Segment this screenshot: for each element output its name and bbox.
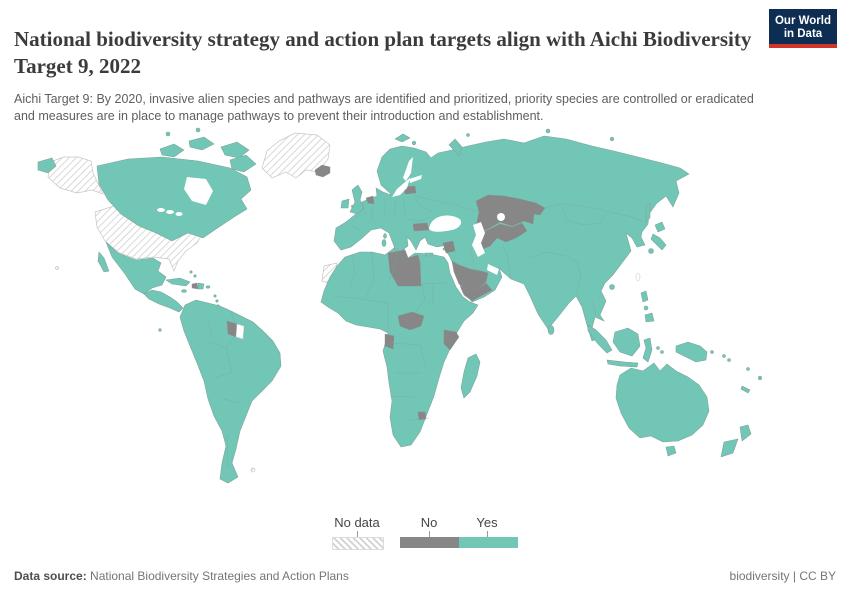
legend-swatch-no-data[interactable] <box>332 537 384 550</box>
new-zealand-south[interactable] <box>721 439 738 457</box>
lesser-antilles-islet[interactable] <box>216 300 218 302</box>
region-yes <box>38 128 762 483</box>
country-sri-lanka[interactable] <box>548 326 554 335</box>
hainan[interactable] <box>610 285 615 290</box>
central-america[interactable] <box>144 290 183 312</box>
country-united-kingdom[interactable] <box>350 185 364 214</box>
country-alaska-usa[interactable] <box>48 157 103 194</box>
philippines-mindanao[interactable] <box>645 313 654 322</box>
legend-label-no-data: No data <box>334 515 380 530</box>
svalbard-islands[interactable] <box>395 134 410 142</box>
bahamas-islet[interactable] <box>194 275 196 277</box>
canada-arctic-island[interactable] <box>160 144 184 157</box>
country-taiwan[interactable] <box>636 273 640 281</box>
owid-logo-line2: in Data <box>783 28 823 40</box>
country-haiti[interactable] <box>192 283 198 289</box>
chart-subtitle: Aichi Target 9: By 2020, invasive alien species and pathways are identified and prioritized, priority species are controlled or eradicated and measures are in place to manage pathways to prevent their introduction and establishment. <box>14 91 754 124</box>
maluku-islet[interactable] <box>657 347 660 350</box>
sakhalin[interactable] <box>646 203 650 221</box>
canada-baffin-island[interactable] <box>230 155 256 172</box>
svalbard-islet[interactable] <box>412 141 416 145</box>
country-syria[interactable] <box>443 241 455 253</box>
aral-sea <box>497 213 505 221</box>
philippines-islet[interactable] <box>644 306 648 310</box>
country-papua-new-guinea[interactable] <box>676 342 707 362</box>
canada-arctic-island[interactable] <box>189 137 214 150</box>
mexico-baja[interactable] <box>98 252 109 272</box>
solomon-islet[interactable] <box>723 355 726 358</box>
indonesia-borneo[interactable] <box>613 328 640 356</box>
country-cuba[interactable] <box>166 278 190 286</box>
country-madagascar[interactable] <box>461 354 480 398</box>
country-ireland[interactable] <box>341 199 349 208</box>
attribution-link[interactable]: biodiversity | CC BY <box>729 569 836 583</box>
galapagos-islet[interactable] <box>159 329 162 332</box>
new-caledonia[interactable] <box>741 386 750 393</box>
legend-label-yes: Yes <box>476 515 498 530</box>
country-jamaica[interactable] <box>182 290 187 293</box>
owid-logo[interactable] <box>769 9 837 48</box>
bahamas-islet[interactable] <box>190 271 192 273</box>
new-zealand-north[interactable] <box>740 425 751 441</box>
legend-swatch-yes[interactable] <box>459 537 518 548</box>
great-lake <box>157 208 165 212</box>
philippines-luzon[interactable] <box>641 291 648 302</box>
maluku-islet[interactable] <box>661 351 664 354</box>
data-source-value: National Biodiversity Strategies and Action Plans <box>90 569 349 583</box>
country-australia[interactable] <box>616 363 709 442</box>
corsica[interactable] <box>384 234 387 239</box>
country-falkland-islands[interactable] <box>251 468 255 472</box>
solomon-islet[interactable] <box>728 359 731 362</box>
hawaii-islands[interactable] <box>56 267 59 270</box>
owid-logo-line1: Our World <box>774 15 831 27</box>
canada-arctic-islet[interactable] <box>166 132 170 136</box>
legend-swatch-no[interactable] <box>400 537 459 548</box>
country-dominican-republic[interactable] <box>198 283 204 289</box>
great-lake <box>176 212 183 216</box>
japan-honshu[interactable] <box>651 234 666 250</box>
lesser-antilles-islet[interactable] <box>214 295 216 297</box>
indonesia-sulawesi[interactable] <box>643 338 652 362</box>
legend-label-no: No <box>420 515 438 530</box>
arctic-islet[interactable] <box>467 134 470 137</box>
country-bulgaria[interactable] <box>413 223 429 231</box>
japan-hokkaido[interactable] <box>655 222 665 232</box>
indonesia-java[interactable] <box>607 360 638 367</box>
tasmania[interactable] <box>666 446 676 456</box>
canada-arctic-islet[interactable] <box>196 128 200 132</box>
country-suriname[interactable] <box>236 324 244 339</box>
sardinia[interactable] <box>382 240 386 247</box>
melanesia-islet[interactable] <box>711 351 714 354</box>
country-puerto-rico[interactable] <box>206 286 210 288</box>
great-lake <box>166 210 174 214</box>
data-source-label: Data source: <box>14 569 87 583</box>
crete[interactable] <box>425 253 433 256</box>
data-source <box>14 569 349 583</box>
arctic-islet[interactable] <box>546 129 550 133</box>
arctic-islet[interactable] <box>610 137 614 141</box>
fiji-islet[interactable] <box>758 376 762 380</box>
page-title: National biodiversity strategy and action plan targets align with Aichi Biodiversity Target 9, 2022 <box>14 27 752 78</box>
vanuatu-islet[interactable] <box>747 368 750 371</box>
japan-kyushu[interactable] <box>649 249 654 254</box>
